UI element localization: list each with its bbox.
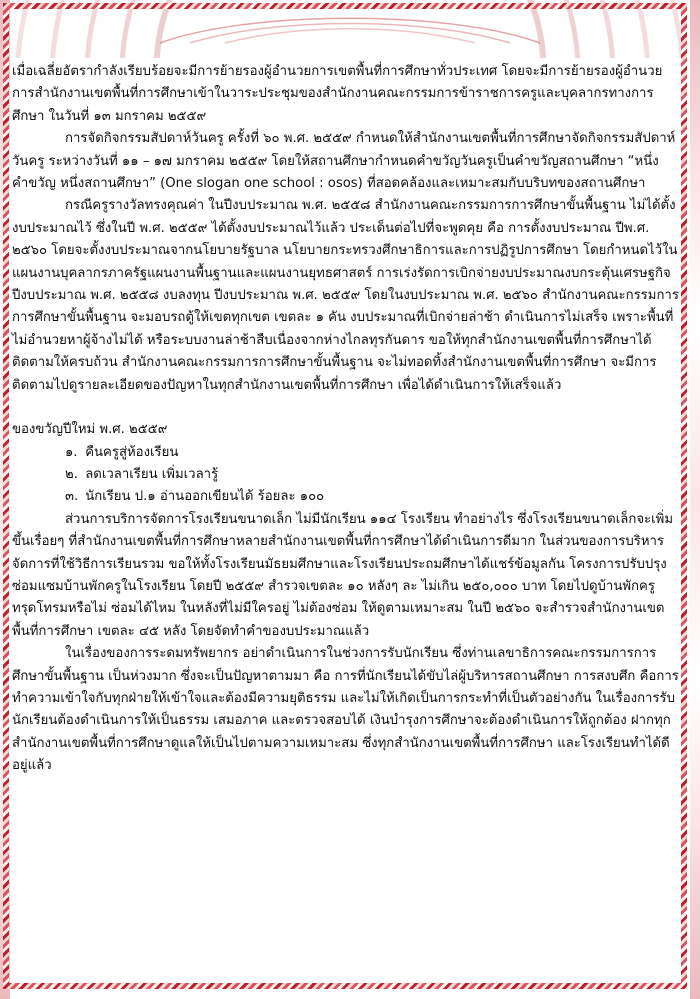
list-item-number: ๓. xyxy=(65,489,79,505)
list-item-number: ๑. xyxy=(65,444,78,460)
paragraph-vice-director-transfer: เมื่อเฉลี่ยอัตรากำลังเรียบร้อยจะมีการย้ายรองผู้อำนวยการเขตพื้นที่การศึกษาทั่วประเทศ โดยจะมีการย้ายรองผู้อำนวยการสำนักงานเขตพื้นที่การศึกษาเข้าในวาระประชุมของสำนักงานคณะกรรมการข้าราชการครูและบุคลากรทางการศึกษา ในวันที่ ๑๓ มกราคม ๒๕๕๙ xyxy=(12,64,663,124)
paragraph-small-schools: ส่วนการบริการจัดการโรงเรียนขนาดเล็ก ไม่มีนักเรียน ๑๑๔ โรงเรียน ทำอย่างไร ซึ่งโรงเรียนขนาดเล็กจะเพิ่มขึ้นเรื่อยๆ ที่สำนักงานเขตพื้นที่การศึกษาหลายสำนักงานเขตพื้นที่การศึกษาได้ดำเนินการดีมาก ในส่วนของการบริหารจัดการที่ใช้วิธีการเรียนรวม ขอให้ทั้งโรงเรียนมัธยมศึกษาและโรงเรียนประถมศึกษาได้แชร์ข้อมูลกัน โครงการปรับปรุง ซ่อมแซมบ้านพักครูในโรงเรียน โดยปี ๒๕๕๙ สำรวจเขตละ ๑๐ หลังๆ ละ ไม่เกิน ๒๕๐,๐๐๐ บาท โดยไปดูบ้านพักครูทรุดโทรมหรือไม่ ซ่อมได้ไหม ในหลังที่ไม่มีใครอยู่ ไม่ต้องซ่อม ให้ดูตามเหมาะสม ในปี ๒๕๖๐ จะสำรวจสำนักงานเขตพื้นที่การศึกษา เขตละ ๔๕ หลัง โดยจัดทำคำของบประมาณแล้ว xyxy=(12,511,674,639)
paragraph-spacing xyxy=(12,397,679,419)
paragraph-resource-mobilization: ในเรื่องของการระดมทรัพยากร อย่าดำเนินการในช่วงการรับนักเรียน ซึ่งท่านเลขาธิการคณะกรรมการการศึกษาขั้นพื้นฐาน เป็นห่วงมาก ซึ่งจะเป็นปัญหาตามมา คือ การที่นักเรียนได้ขับไล่ผู้บริหารสถานศึกษา การสงบศึก คือการทำความเข้าใจกับทุกฝ่ายให้เข้าใจและต้องมีความยุติธรรม และไม่ให้เกิดเป็นการกระทำที่เป็นตัวอย่างกัน ในเรื่องการรับนักเรียนต้องดำเนินการให้เป็นธรรม เสมอภาค และตรวจสอบได้ เงินบำรุงการศึกษาจะต้องดำเนินการให้ถูกต้อง ฝากทุกสำนักงานเขตพื้นที่การศึกษาดูแลให้เป็นไปตามความเหมาะสม ซึ่งทุกสำนักงานเขตพื้นที่การศึกษา และโรงเรียนทำได้ดีอยู่แล้ว xyxy=(12,646,679,774)
list-item-text: นักเรียน ป.๑ อ่านออกเขียนได้ ร้อยละ ๑๐๐ xyxy=(85,489,325,505)
list-item-number: ๒. xyxy=(65,466,78,482)
new-year-gift-title: ของขวัญปีใหม่ พ.ศ. ๒๕๕๙ xyxy=(12,422,168,438)
list-item xyxy=(65,486,679,508)
list-item xyxy=(65,464,679,486)
paragraph-teacher-week: การจัดกิจกรรมสัปดาห์วันครู ครั้งที่ ๖๐ พ.ศ. ๒๕๕๙ กำหนดให้สำนักงานเขตพื้นที่การศึกษาจัดกิจกรรมสัปดาห์วันครู ระหว่างวันที่ ๑๑ – ๑๗ มกราคม ๒๕๕๙ โดยให้สถานศึกษากำหนดคำขวัญวันครูเป็นคำขวัญสถานศึกษา “หนึ่งคำขวัญ หนึ่งสถานศึกษา” (One slogan one school : osos) ที่สอดคล้องและเหมาะสมกับบริบทของสถานศึกษา xyxy=(12,131,676,192)
list-item-text: ลดเวลาเรียน เพิ่มเวลารู้ xyxy=(85,466,219,482)
decorative-side-right xyxy=(690,0,700,999)
list-item xyxy=(65,442,679,464)
list-item-text: คืนครูสู่ห้องเรียน xyxy=(85,444,179,460)
document-content xyxy=(12,61,679,778)
paragraph-budget: กรณีครูรางวัลทรงคุณค่า ในปีงบประมาณ พ.ศ. ๒๕๕๘ สำนักงานคณะกรรมการการศึกษาขั้นพื้นฐาน ไม่ได้ตั้งงบประมาณไว้ ซึ่งในปี พ.ศ. ๒๕๕๙ ได้ตั้งงบประมาณไว้แล้ว ประเด็นต่อไปที่จะพูดคุย คือ การตั้งงบประมาณ ปีพ.ศ. ๒๕๖๐ โดยจะตั้งงบประมาณจากนโยบายรัฐบาล นโยบายกระทรวงศึกษาธิการและการปฏิรูปการศึกษา โดยกำหนดไว้ในแผนงานบุคลากรภาครัฐแผนงานพื้นฐานและแผนงานยุทธศาสตร์ การเร่งรัดการเบิกจ่ายงบประมาณงบกระตุ้นเศรษฐกิจปีงบประมาณ พ.ศ. ๒๕๕๘ งบลงทุน ปีงบประมาณ พ.ศ. ๒๕๕๙ โดยในงบประมาณ พ.ศ. ๒๕๖๐ สำนักงานคณะกรรมการการศึกษาขั้นพื้นฐาน จะมอบรถตู้ให้เขตทุกเขต เขตละ ๑ คัน งบประมาณที่เบิกจ่ายล่าช้า ดำเนินการไม่เสร็จ เพราะพื้นที่ไม่อำนวยหาผู้จ้างไม่ได้ หรือระบบงานล่าช้าสืบเนื่องจากห่างไกลทุรกันดาร ขอให้ทุกสำนักงานเขตพื้นที่การศึกษาได้ติดตามให้ครบถ้วน สำนักงานคณะกรรมการการศึกษาขั้นพื้นฐาน จะไม่ทอดทิ้งสำนักงานเขตพื้นที่การศึกษา จะมีการติดตามไปดูรายละเอียดของปัญหาในทุกสำนักงานเขตพื้นที่การศึกษา เพื่อได้ดำเนินการให้เสร็จแล้ว xyxy=(12,198,679,393)
new-year-gift-list xyxy=(12,442,679,509)
